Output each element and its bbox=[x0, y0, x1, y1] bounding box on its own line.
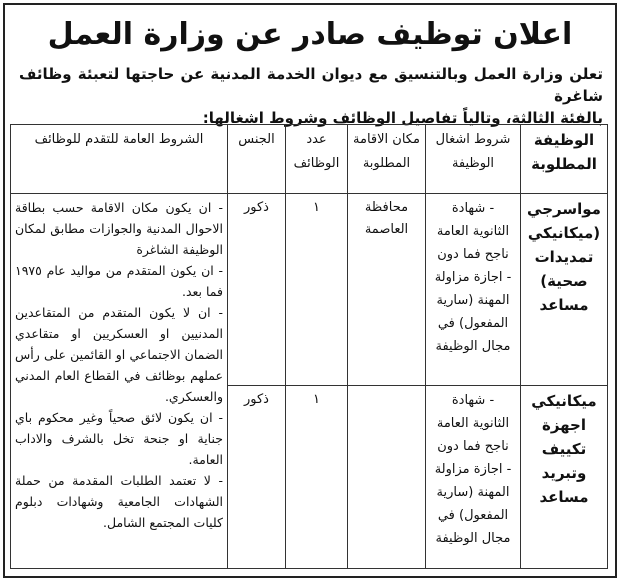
requirement-line: المفعول) في bbox=[437, 508, 509, 523]
requirement-line: الثانوية العامة bbox=[436, 224, 510, 239]
job-requirements-cell bbox=[426, 386, 521, 569]
job-title-cell bbox=[521, 386, 608, 569]
requirement-line: - اجازة مزاولة bbox=[434, 462, 512, 477]
general-conditions-cell bbox=[11, 194, 228, 569]
intro-paragraph bbox=[19, 63, 603, 129]
job-title-line: وتبريد bbox=[541, 464, 587, 482]
residence-line: العاصمة bbox=[364, 222, 409, 237]
header-requirements: شروط اشغال الوظيفة bbox=[426, 125, 521, 194]
requirement-line: مجال الوظيفة bbox=[435, 531, 511, 546]
general-condition: - لا تعتمد الطلبات المقدمة من حملة الشهادات الجامعية وشهادات دبلوم كليات المجتمع الشامل. bbox=[15, 473, 223, 530]
job-title-line: مواسرجي bbox=[527, 200, 601, 218]
residence-cell bbox=[348, 386, 426, 569]
gender-cell: ذكور bbox=[228, 194, 286, 386]
general-condition: - ان لا يكون المتقدم من المتقاعدين المدنيين او العسكريين او متقاعدي الضمان الاجتماعي او القائمين على رأس عملهم بوظائف في القطاع العام المدني والعسكري. bbox=[15, 305, 223, 404]
general-condition: - ان يكون مكان الاقامة حسب بطاقة الاحوال المدنية والجوازات مطابق لمكان الوظيفة الشاغرة bbox=[15, 200, 223, 257]
requirement-line: - اجازة مزاولة bbox=[434, 270, 512, 285]
requirement-line: المهنة (سارية bbox=[436, 293, 510, 308]
general-condition: - ان يكون لائق صحياً وغير محكوم باي جناية او جنحة تخل بالشرف والاداب العامة. bbox=[15, 410, 223, 467]
header-job: الوظيفة المطلوبة bbox=[521, 125, 608, 194]
requirement-line: ناجح فما دون bbox=[437, 247, 509, 262]
gender-cell: ذكور bbox=[228, 386, 286, 569]
ad-title: اعلان توظيف صادر عن وزارة العمل bbox=[47, 17, 573, 52]
job-title-line: صحية) bbox=[540, 272, 588, 290]
job-title-cell bbox=[521, 194, 608, 386]
job-title-line: اجهزة تكييف bbox=[541, 416, 587, 458]
requirement-line: الثانوية العامة bbox=[436, 416, 510, 431]
job-title-line: مساعد bbox=[539, 488, 589, 506]
job-requirements-cell bbox=[426, 194, 521, 386]
table-row bbox=[11, 194, 608, 386]
count-cell: ١ bbox=[286, 194, 348, 386]
residence-cell bbox=[348, 194, 426, 386]
job-title-line: ميكانيكي bbox=[531, 392, 597, 410]
requirement-line: ناجح فما دون bbox=[437, 439, 509, 454]
requirement-line: المهنة (سارية bbox=[436, 485, 510, 500]
header-count: عدد الوظائف bbox=[286, 125, 348, 194]
requirement-line: - شهادة bbox=[451, 393, 495, 408]
requirement-line: مجال الوظيفة bbox=[435, 339, 511, 354]
header-residence: مكان الاقامة المطلوبة bbox=[348, 125, 426, 194]
job-title-line: مساعد bbox=[539, 296, 589, 314]
job-title-line: (ميكانيكي bbox=[527, 224, 601, 242]
header-general: الشروط العامة للتقدم للوظائف bbox=[11, 125, 228, 194]
table-header-row bbox=[11, 125, 608, 194]
intro-line: تعلن وزارة العمل وبالتنسيق مع ديوان الخدمة المدنية عن حاجتها لتعبئة وظائف شاغرة bbox=[19, 65, 603, 105]
header-gender: الجنس bbox=[228, 125, 286, 194]
job-title-line: تمديدات bbox=[534, 248, 594, 266]
intro-line: بالفئة الثالثة، وتالياً تفاصيل الوظائف وشروط اشغالها: bbox=[202, 109, 603, 127]
count-cell: ١ bbox=[286, 386, 348, 569]
general-condition: - ان يكون المتقدم من مواليد عام ١٩٧٥ فما بعد. bbox=[15, 263, 223, 299]
requirement-line: - شهادة bbox=[451, 201, 495, 216]
jobs-table bbox=[10, 124, 608, 569]
residence-line: محافظة bbox=[364, 200, 409, 215]
requirement-line: المفعول) في bbox=[437, 316, 509, 331]
